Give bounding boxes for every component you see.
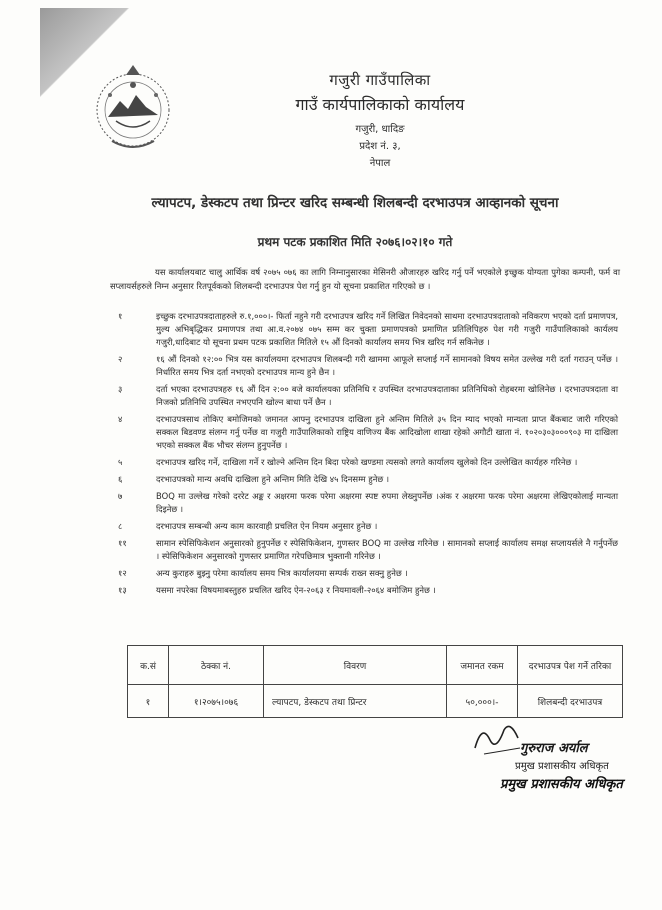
item-text: अन्य कुराहरु बुझ्नु परेमा कार्यालय समय भित्र कार्यालयमा सम्पर्क राख्न सक्नु हुनेछ । [156,568,408,578]
tender-table [127,645,623,718]
item-number: ६ [118,474,123,484]
item-text: दरभाउपत्र खरिद गर्ने, दाखिला गर्ने र खोल्ने अन्तिम दिन बिदा परेको खण्डमा त्यसको लगते कार्यालय खुलेको दिन उल्लेखित कार्यहरु गरिनेछ । [156,457,578,467]
column-header: दरभाउपत्र पेश गर्ने तरिका [518,646,623,685]
item-number: ५ [118,457,123,467]
signatory-role-stamp: प्रमुख प्रशासकीय अधिकृत [500,777,623,792]
item-number: १२ [118,568,127,578]
item-text: १६ औं दिनको १२:०० भित्र यस कार्यालयमा दरभाउपत्र शिलबन्दी गरी खाममा आफूले सप्लाई गर्ने सामानको विषय समेत उल्लेख गरी दर्ता गराउन् पर्नेछ । निर्धारित समय भित्र दर्ता नभएको दरभाउपत्र मान्य हुने छैन । [156,354,618,377]
item-text: दर्ता भएका दरभाउपत्रहरु १६ औं दिन २:०० बजे कार्यालयका प्रतिनिधि र उपस्थित दरभाउपत्रदाताका प्रतिनिधिको रोहबरमा खोलिनेछ । दरभाउपत्रदाता वा निजको प्रतिनिधि उपस्थित नभएपनि खोल्न बाधा पर्ने छैन । [156,384,618,407]
item-text: सामान स्पेसिफिकेशन अनुसारको हुनुपर्नेछ र स्पेसिफिकेशन, गुणस्तर BOQ मा उल्लेख गरिनेछ । सामानको सप्लाई कार्यालय समक्ष सप्लायर्सले नै गर्नुपर्नेछ । स्पेसिफिकेशन अनुसारको गुणस्तर प्रमाणित गरेपछिमात्र भुक्तानी गरिनेछ । [156,538,618,561]
signatory-name: गुरुराज अर्याल [520,741,588,756]
column-header: क.सं [128,646,169,685]
item-number: ३ [118,384,123,394]
item-text: यसमा नपरेका विषयमाबस्तुहरु प्रचलित खरिद ऐन-२०६३ र नियमावली-२०६४ बमोजिम हुनेछ । [156,585,436,595]
item-number: २ [118,354,123,364]
list-item [118,520,618,533]
table-cell: १ [128,685,169,718]
item-number: ४ [118,414,123,424]
item-number: ७ [118,491,123,501]
table-cell: ल्यापटप, डेस्कटप तथा प्रिन्टर [264,685,447,718]
list-item [118,383,618,409]
table-cell: १।२०७५।०७६ [169,685,264,718]
column-header: जमानत रकम [447,646,518,685]
publication-date: प्रथम पटक प्रकाशित मिति २०७६।०२।१० गते [257,235,453,249]
list-item [118,310,618,349]
item-text: दरभाउपत्र सम्बन्धी अन्य काम कारवाही प्रचलित ऐन नियम अनुसार हुनेछ । [156,521,378,531]
notice-title: ल्यापटप, डेस्कटप तथा प्रिन्टर खरिद सम्बन्धी शिलबन्दी दरभाउपत्र आव्हानको सूचना [151,195,559,211]
table-cell: ५०,०००।- [447,685,518,718]
list-item [118,537,618,563]
list-item [118,353,618,379]
notice-items [118,310,618,601]
signatory-role-small: प्रमुख प्रशासकीय अधिकृत [515,761,609,772]
office-address: गजुरी, धादिङ [355,124,405,135]
column-header: ठेक्का नं. [169,646,264,685]
item-text: दरभाउपत्रसाथ तोकिए बमोजिमको जमानत आफ्नु दरभाउपत्र दाखिला हुने अन्तिम मितिले ३५ दिन म्याद भएको मान्यता प्राप्त बैंकबाट जारी गरिएको सक्कल बिडवण्ड संलग्न गर्नु पर्नेछ वा गजुरी गाउँपालिकाको राष्ट्रिय वाणिज्य बैंक आदिखोला शाखा रहेको अगौटी खाता नं. १०२०३०३०००९०३ मा दाखिला भएको सक्कल बैंक भौचर संलग्न हुनुपर्नेछ । [156,414,618,450]
signature-block [470,718,650,798]
office-name: गाउँ कार्यपालिकाको कार्यालय [295,95,465,114]
municipality-name: गजुरी गाउँपालिका [329,71,431,89]
table-header-row [128,646,623,685]
item-text: BOQ मा उल्लेख गरेको दररेट अङ्क र अक्षरमा फरक परेमा अक्षरमा स्पष्ट रुपमा लेख्नुपर्नेछ ।अंक र अक्षरमा फरक परेमा अक्षरमा लेखिएकोलाई मान्यता दिइनेछ । [156,491,618,514]
list-item [118,473,618,486]
item-number: ११ [118,538,127,548]
list-item [118,584,618,597]
list-item [118,490,618,516]
list-item [118,567,618,580]
item-text: इच्छुक दरभाउपत्रदाताहरुले रु.१,०००।- फिर्ता नहुने गरी दरभाउपत्र खरिद गर्ने लिखित निवेदनको साथमा दरभाउपत्रदाताको नविकरण भएको दर्ता प्रमाणपत्र, मुल्य अभिबृद्धिकर प्रमाणपत्र तथा आ.व.२०७४ ०७५ सम्म कर चुक्ता प्रमाणपत्रको प्रमाणित प्रतिलिपिहरु पेश गरी गजुरी गाउँपालिकाको कार्यलय गजुरी,धादिबाट यो सूचना प्रथम पटक प्रकाशित मितिले १५ औं दिनको कार्यालय समय भित्र खरिद गर्न सकिनेछ । [156,311,618,347]
office-province: प्रदेश नं. ३, [359,141,401,152]
nepal-emblem-seal-icon [88,55,178,160]
office-country: नेपाल [369,158,391,169]
table-cell: शिलबन्दी दरभाउपत्र [518,685,623,718]
notice-intro: यस कार्यालयबाट चालु आर्थिक वर्ष २०७५ ०७६ का लागि निम्नानुसारका मेसिनरी औजारहरु खरिद गर्नु पर्ने भएकोले इच्छुक योग्यता पुगेका कम्पनी, फर्म वा सप्लायर्सहरुले निम्न अनुसार रितपूर्वकको शिलबन्दी दरभाउपत्र पेश गर्नु हुन यो सूचना प्रकाशित गरिएको छ । [110,267,620,291]
office-header [250,70,510,169]
table-row [128,685,623,718]
item-text: दरभाउपत्रको मान्य अवधि दाखिला हुने अन्तिम मिति देखि ४५ दिनसम्म हुनेछ । [156,474,390,484]
list-item [118,456,618,469]
item-number: १ [118,311,123,321]
list-item [118,413,618,452]
item-number: १३ [118,585,127,595]
column-header: विवरण [264,646,447,685]
item-number: ८ [118,521,123,531]
